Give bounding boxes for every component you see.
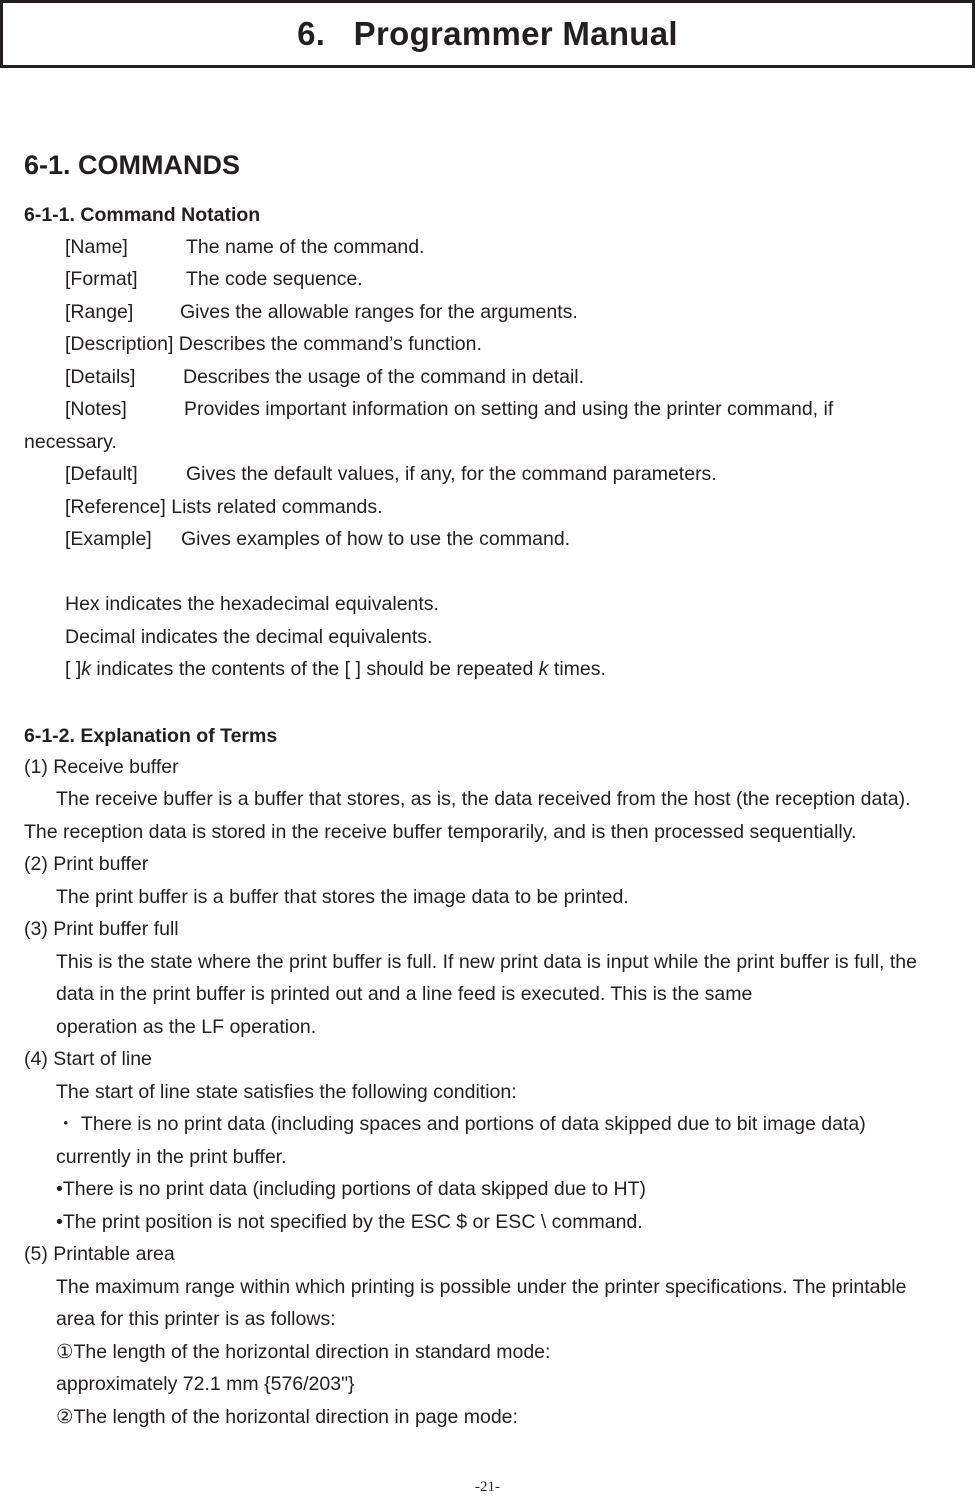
term-text: data in the print buffer is printed out and a line feed is executed. This is the same	[56, 983, 753, 1005]
term-bullet: ・ There is no print data (including spaces and portions of data skipped due to bit image data)	[56, 1113, 866, 1135]
term-title: (5) Printable area	[24, 1243, 175, 1265]
term-numbered: ①The length of the horizontal direction in standard mode:	[56, 1341, 551, 1363]
term-text: This is the state where the print buffer is full. If new print data is input while the print buffer is full, the	[56, 951, 917, 973]
notation-item: [Format] The code sequence.	[65, 268, 363, 290]
notation-item: [Range] Gives the allowable ranges for the arguments.	[65, 301, 578, 323]
term-text: The print buffer is a buffer that stores the image data to be printed.	[56, 886, 629, 908]
chapter-title: 6. Programmer Manual	[297, 15, 678, 52]
term-text: operation as the LF operation.	[56, 1016, 317, 1038]
term-title: (2) Print buffer	[24, 853, 149, 875]
term-numbered: ②The length of the horizontal direction in page mode:	[56, 1406, 518, 1428]
term-text: currently in the print buffer.	[56, 1146, 287, 1168]
term-text: The receive buffer is a buffer that stores, as is, the data received from the host (the reception data).	[56, 788, 911, 810]
notation-item-continuation: necessary.	[24, 431, 117, 453]
term-text: The maximum range within which printing is possible under the printer specifications. The printable	[56, 1276, 907, 1298]
repeat-note: [ ]k indicates the contents of the [ ] should be repeated k times.	[65, 658, 606, 680]
notation-item: [Description] Describes the command’s function.	[65, 333, 482, 355]
term-title: (1) Receive buffer	[24, 756, 179, 778]
terms-heading: 6-1-2. Explanation of Terms	[24, 725, 278, 747]
notation-heading: 6-1-1. Command Notation	[24, 204, 261, 226]
term-bullet: •There is no print data (including portions of data skipped due to HT)	[56, 1178, 646, 1200]
decimal-note: Decimal indicates the decimal equivalents.	[65, 626, 433, 648]
term-text: The reception data is stored in the receive buffer temporarily, and is then processed sequentially.	[24, 821, 857, 843]
notation-item: [Notes] Provides important information on setting and using the printer command, if	[65, 398, 834, 420]
term-title: (4) Start of line	[24, 1048, 152, 1070]
notation-item: [Details] Describes the usage of the command in detail.	[65, 366, 585, 388]
term-text: area for this printer is as follows:	[56, 1308, 336, 1330]
page-number: -21-	[475, 1479, 500, 1495]
section-heading: 6-1. COMMANDS	[24, 150, 241, 180]
term-bullet: •The print position is not specified by the ESC $ or ESC \ command.	[56, 1211, 643, 1233]
notation-item: [Reference] Lists related commands.	[65, 496, 383, 518]
notation-item: [Name] The name of the command.	[65, 236, 425, 258]
notation-item: [Example] Gives examples of how to use the command.	[65, 528, 571, 550]
term-text: approximately 72.1 mm {576/203"}	[56, 1373, 355, 1395]
term-title: (3) Print buffer full	[24, 918, 179, 940]
term-text: The start of line state satisfies the following condition:	[56, 1081, 517, 1103]
chapter-title-box	[0, 0, 975, 68]
notation-item: [Default] Gives the default values, if any, for the command parameters.	[65, 463, 717, 485]
hex-note: Hex indicates the hexadecimal equivalents.	[65, 593, 439, 615]
